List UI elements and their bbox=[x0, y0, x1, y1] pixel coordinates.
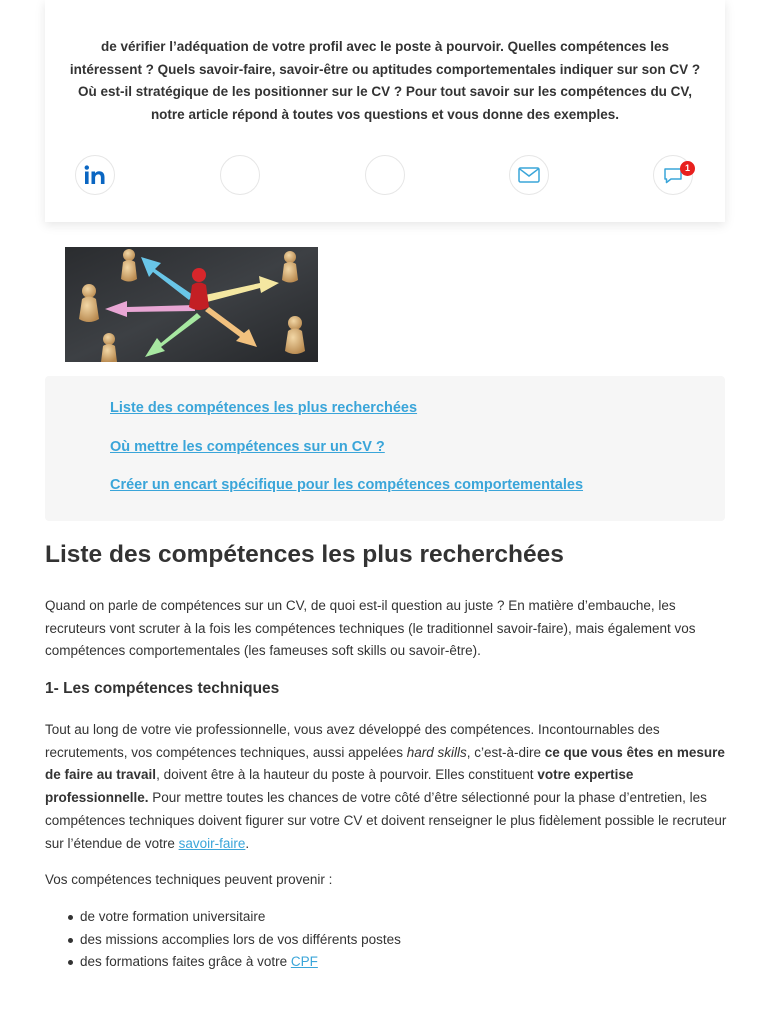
text-run: des formations faites grâce à votre bbox=[80, 954, 291, 970]
mail-icon bbox=[518, 167, 540, 183]
intro-card bbox=[45, 0, 725, 222]
email-share-button[interactable] bbox=[509, 155, 549, 195]
table-of-contents bbox=[45, 376, 725, 521]
list-item bbox=[80, 951, 401, 974]
list-item: des missions accomplies lors de vos différents postes bbox=[80, 929, 401, 952]
savoir-faire-link[interactable]: savoir-faire bbox=[178, 835, 246, 851]
italic-term: hard skills bbox=[406, 744, 467, 760]
sources-intro: Vos compétences techniques peuvent provenir : bbox=[45, 872, 333, 887]
bold-phrase: votre expertise professionnelle. bbox=[45, 767, 634, 806]
toc-link-ou-mettre[interactable]: Où mettre les compétences sur un CV ? bbox=[110, 439, 385, 455]
article-hero-image bbox=[65, 247, 318, 362]
section-title: Liste des compétences les plus recherchées bbox=[45, 541, 564, 568]
subsection-title: 1- Les compétences techniques bbox=[45, 680, 280, 697]
cpf-link[interactable]: CPF bbox=[290, 954, 318, 970]
intro-paragraph: Quand on parle de compétences sur un CV, de quoi est-il question au juste ? En matière d’embauche, les recruteurs vont scruter à la fois les compétences techniques (le traditionnel savoir-faire), mais également vos compétences comportementales (les fameuses soft skills ou savoir-être). bbox=[45, 598, 696, 659]
intro-text: de vérifier l’adéquation de votre profil avec le poste à pourvoir. Quelles compétences les intéressent ? Quels savoir-faire, savoir-être ou aptitudes comportementales indiquer sur son CV ? Où est-il stratégique de les positionner sur le CV ? Pour tout savoir sur les compétences du CV, notre article répond à toutes vos questions et vous donne des exemples. bbox=[69, 39, 701, 123]
text-run: Pour mettre toutes les chances de votre côté d’être sélectionné pour la phase d’entretien, les compétences techniques doivent figurer sur votre CV et doivent renseigner le plus fidèlement possible le recruteur sur l’étendue de votre bbox=[45, 790, 727, 851]
comment-count-badge: 1 bbox=[680, 161, 695, 176]
share-button-2[interactable] bbox=[220, 155, 260, 195]
share-bar bbox=[75, 155, 705, 195]
text-run: . bbox=[245, 835, 250, 851]
toc-link-encart[interactable]: Créer un encart spécifique pour les compétences comportementales bbox=[110, 477, 584, 493]
text-run: , doivent être à la hauteur du poste à pourvoir. Elles constituent bbox=[156, 767, 538, 783]
sources-list bbox=[80, 906, 401, 974]
toc-link-competences[interactable]: Liste des compétences les plus recherchées bbox=[110, 400, 418, 416]
hard-skills-paragraph bbox=[45, 719, 730, 855]
text-run: , c’est-à-dire bbox=[466, 744, 545, 760]
text-run: Tout au long de votre vie professionnelle, vous avez développé des compétences. Incontournables des recrutements, vos compétences techniques, aussi appelées bbox=[45, 722, 660, 760]
linkedin-icon bbox=[84, 165, 106, 185]
bold-phrase: ce que vous êtes en mesure de faire au travail bbox=[45, 744, 725, 783]
list-item: de votre formation universitaire bbox=[80, 906, 401, 929]
share-button-3[interactable] bbox=[365, 155, 405, 195]
linkedin-share-button[interactable] bbox=[75, 155, 115, 195]
comments-button[interactable] bbox=[653, 155, 693, 195]
